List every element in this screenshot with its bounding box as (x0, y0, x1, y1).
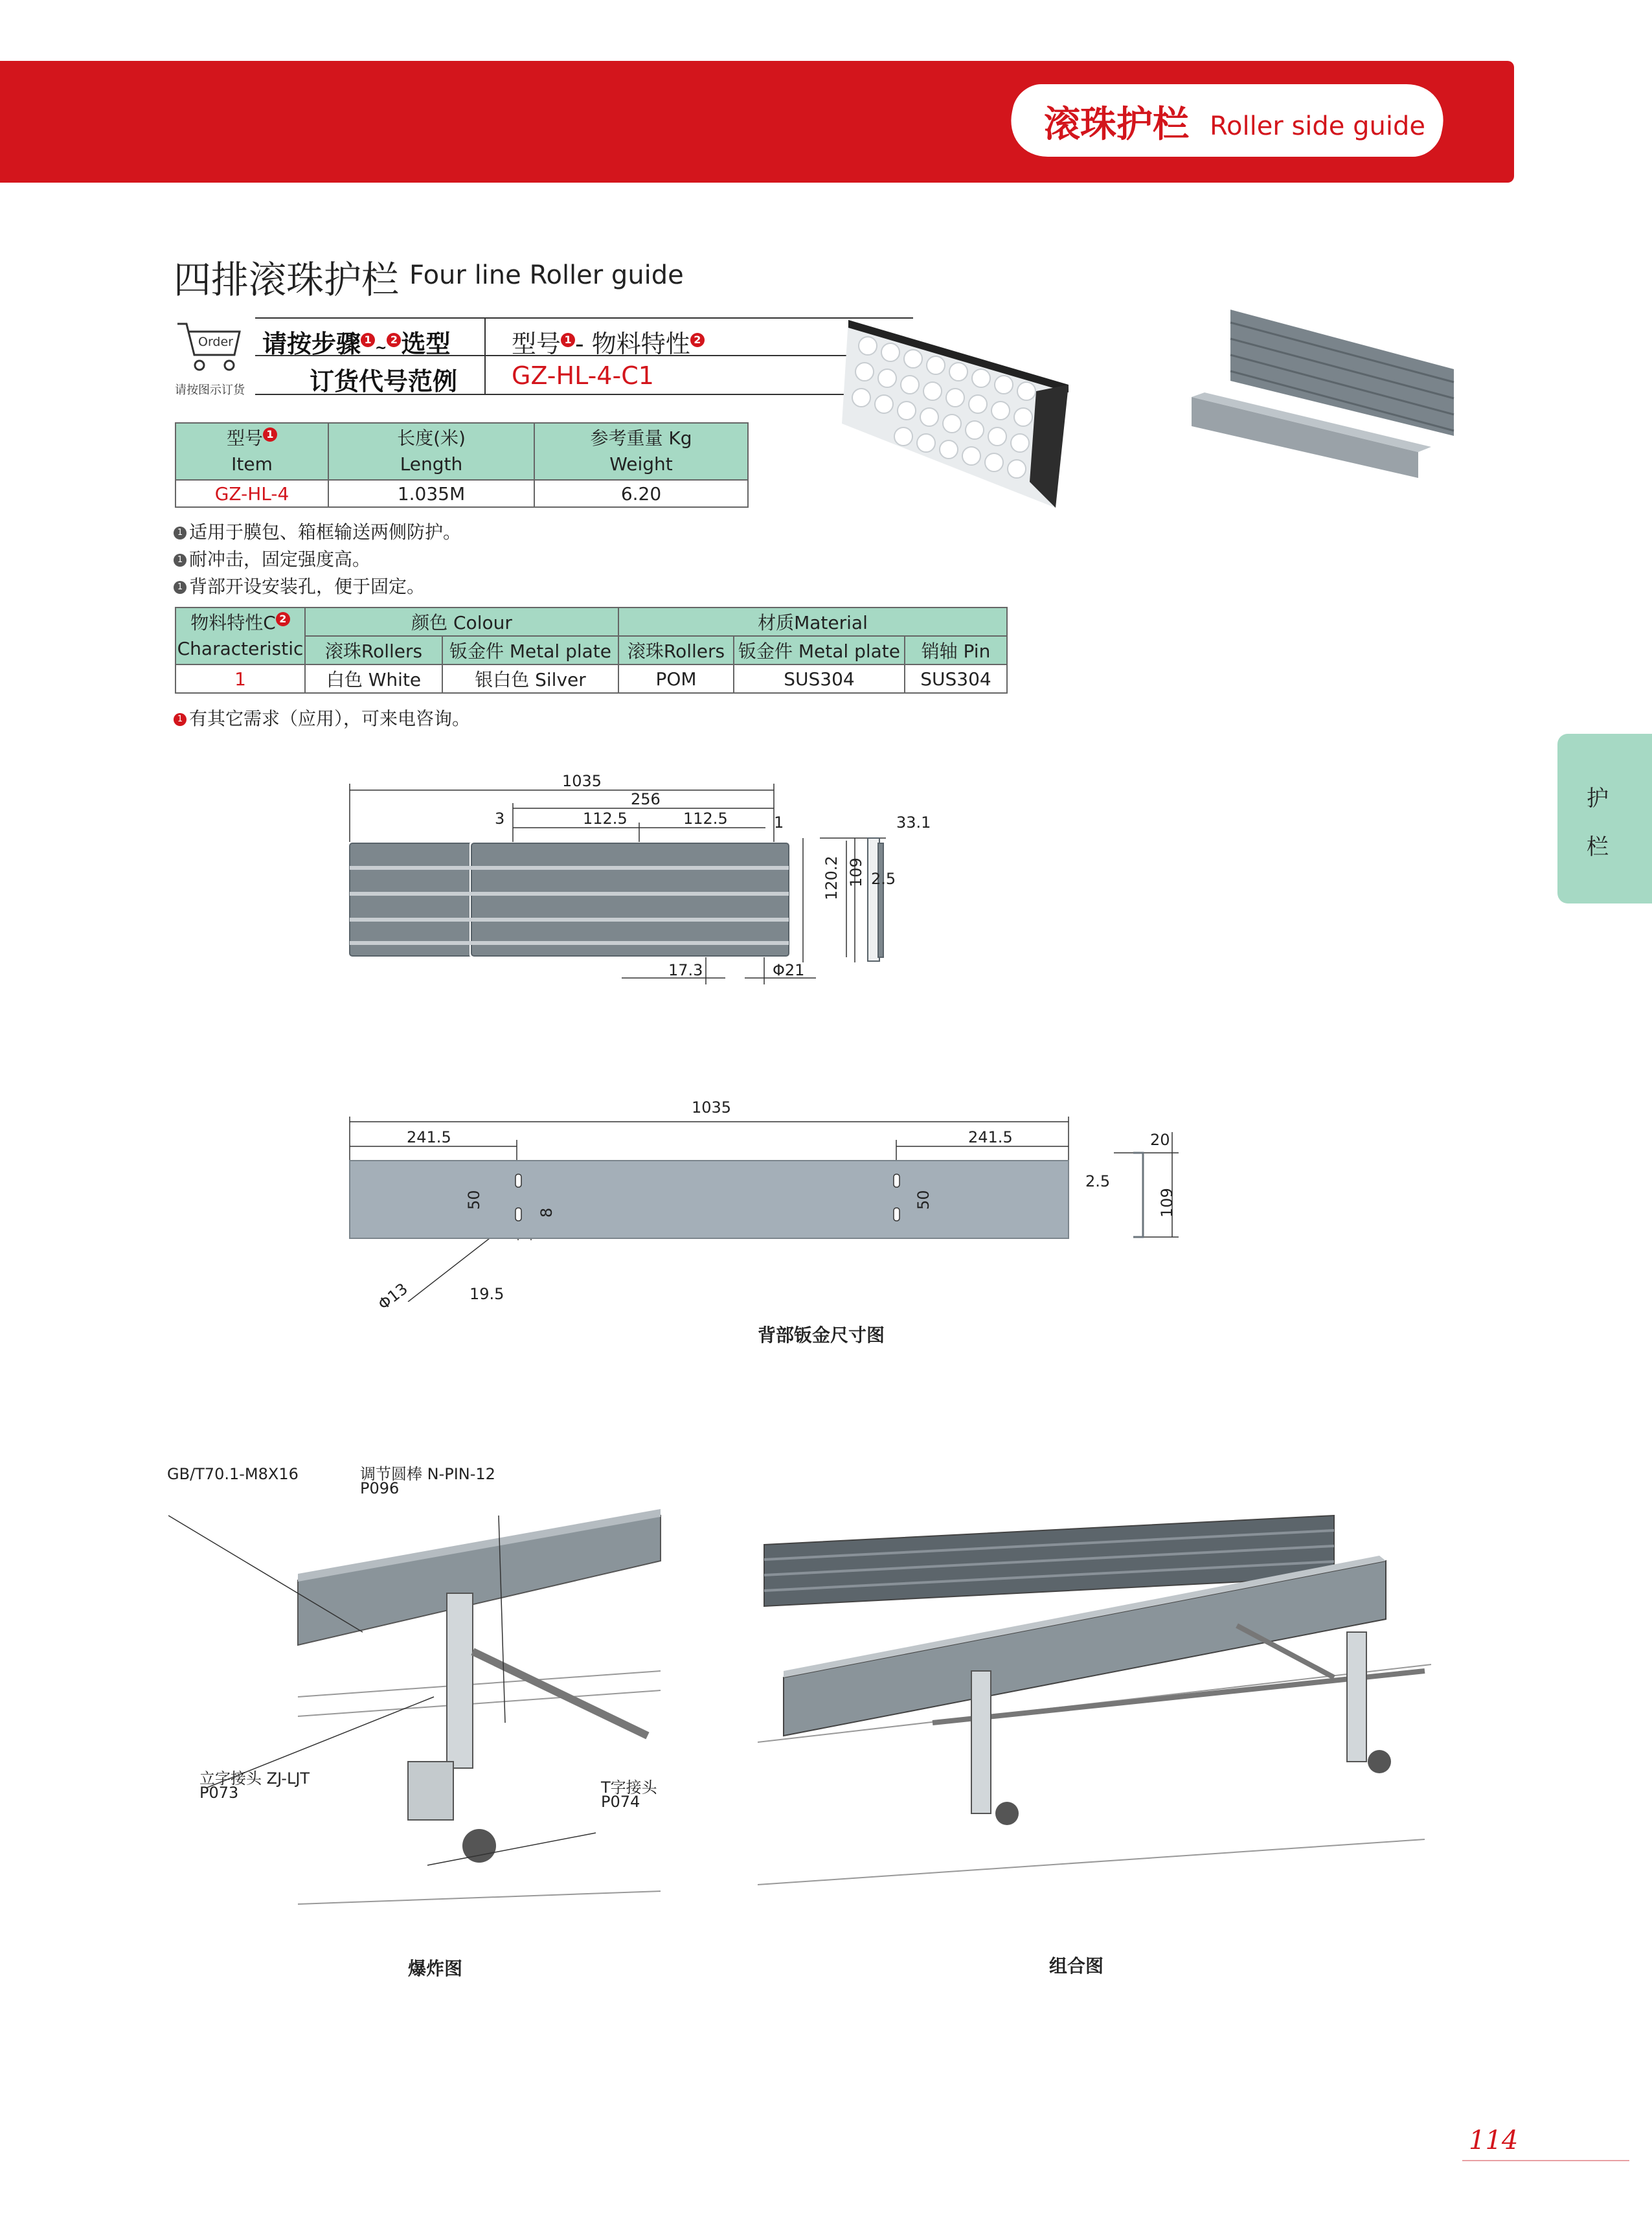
material-cell: SUS304 (905, 664, 1007, 693)
dim-label: 1035 (692, 1098, 732, 1117)
dim-label: 3 (495, 810, 505, 828)
order-example-value: GZ-HL-4-C1 (512, 361, 654, 390)
section-title-en: Four line Roller guide (409, 260, 684, 290)
knob-icon (1368, 1750, 1391, 1773)
part-label-rod: 调节圆棒 N-PIN-12 (360, 1465, 495, 1483)
order-example-label: 订货代号范例 (310, 367, 458, 396)
vertical-connector (447, 1593, 473, 1768)
dim-label: 20 (1150, 1131, 1170, 1149)
exploded-caption: 爆炸图 (408, 1958, 463, 1979)
dim-label: 109 (847, 857, 865, 887)
dim-label: 50 (914, 1190, 933, 1210)
dim-label: 1 (774, 813, 784, 832)
extra-note: 1 有其它需求（应用），可来电咨询。 (174, 705, 470, 731)
spec-cell-length: 1.035M (328, 480, 534, 507)
spec-cell-item: GZ-HL-4 (175, 480, 328, 507)
note-3: 1 背部开设安装孔，便于固定。 (174, 573, 425, 598)
material-sub-header: 钣金件 Metal plate (442, 636, 618, 664)
material-cell: POM (618, 664, 734, 693)
material-header-colour: 颜色 Colour (305, 608, 618, 636)
order-icon-caption: 请按图示订货 (175, 383, 245, 397)
dim-label: 109 (1158, 1188, 1176, 1218)
material-table (175, 607, 1008, 694)
product-photo-front-back (1185, 310, 1457, 478)
dim-label: 112.5 (583, 810, 628, 828)
material-sub-header: 钣金件 Metal plate (734, 636, 905, 664)
note-2: 1 耐冲击，固定强度高。 (174, 545, 370, 571)
product-photo-rollers (842, 313, 1075, 508)
back-profile (1133, 1153, 1143, 1237)
back-plate-caption: 背部钣金尺寸图 (758, 1324, 885, 1346)
dim-label: 241.5 (968, 1128, 1013, 1146)
part-label-rod-code: P096 (360, 1479, 400, 1497)
dim-label: Φ21 (773, 961, 805, 979)
vertical-connector (1347, 1632, 1366, 1762)
material-header-characteristic: 物料特性C 2 Characteristic (175, 608, 305, 664)
roller-segment (350, 843, 789, 956)
material-cell: 白色 White (305, 664, 442, 693)
page-number-underline (1462, 2160, 1629, 2161)
side-category-tab[interactable] (1557, 734, 1652, 903)
dim-label: 2.5 (871, 870, 896, 888)
order-step-text: 请按步骤 1~2 选型 (262, 330, 451, 358)
part-label-bolt: GB/T70.1-M8X16 (167, 1465, 299, 1483)
note-1: 1 适用于膜包、箱框输送两侧防护。 (174, 518, 461, 544)
side-profile (868, 838, 883, 961)
material-sub-header: 销轴 Pin (905, 636, 1007, 664)
exploded-view-drawing (168, 1503, 686, 1930)
dim-label: 19.5 (470, 1285, 504, 1303)
spec-table (175, 422, 749, 508)
page-number: 114 (1469, 2126, 1519, 2155)
dim-label: Φ13 (374, 1279, 411, 1314)
dim-label: 120.2 (822, 856, 841, 900)
dim-label: 50 (465, 1190, 483, 1210)
knob-icon (995, 1802, 1019, 1825)
header-title-en: Roller side guide (1210, 111, 1425, 141)
header-title-cn: 滚珠护栏 (1044, 104, 1189, 146)
back-plate (350, 1161, 1069, 1238)
dim-label: 112.5 (683, 810, 728, 828)
dim-label: 256 (631, 790, 661, 808)
spec-cell-weight: 6.20 (534, 480, 748, 507)
dim-label: 33.1 (896, 813, 931, 832)
part-label-t-connector-code: P074 (601, 1793, 640, 1811)
section-title-cn: 四排滚珠护栏 (174, 258, 400, 302)
spec-header-weight: 参考重量 Kg Weight (534, 423, 748, 480)
dim-label: 241.5 (407, 1128, 451, 1146)
material-cell: SUS304 (734, 664, 905, 693)
order-icon-word: Order (198, 335, 233, 349)
part-label-vertical-code: P073 (199, 1784, 239, 1802)
side-tab-char-1: 护 (1587, 786, 1609, 812)
material-sub-header: 滚珠Rollers (618, 636, 734, 664)
assembly-caption: 组合图 (1049, 1955, 1104, 1977)
material-sub-header: 滚珠Rollers (305, 636, 442, 664)
t-connector (408, 1762, 453, 1820)
material-header-material: 材质Material (618, 608, 1007, 636)
vertical-connector (971, 1671, 991, 1813)
part-label-vertical: 立字接头 ZJ-LJT (199, 1769, 310, 1788)
dim-label: 1035 (562, 772, 602, 790)
part-label-t-connector: T字接头 (601, 1778, 657, 1797)
assembly-view-drawing (758, 1509, 1431, 1898)
dim-label: 2.5 (1085, 1172, 1111, 1190)
dim-label: 17.3 (668, 961, 703, 979)
spec-header-length: 长度(米) Length (328, 423, 534, 480)
dim-label: 8 (537, 1207, 556, 1218)
order-model-text: 型号 1 - 物料特性 2 (512, 324, 705, 359)
spec-header-item: 型号 1 Item (175, 423, 328, 480)
side-tab-char-2: 栏 (1587, 834, 1609, 860)
material-cell: 银白色 Silver (442, 664, 618, 693)
material-cell: 1 (175, 664, 305, 693)
